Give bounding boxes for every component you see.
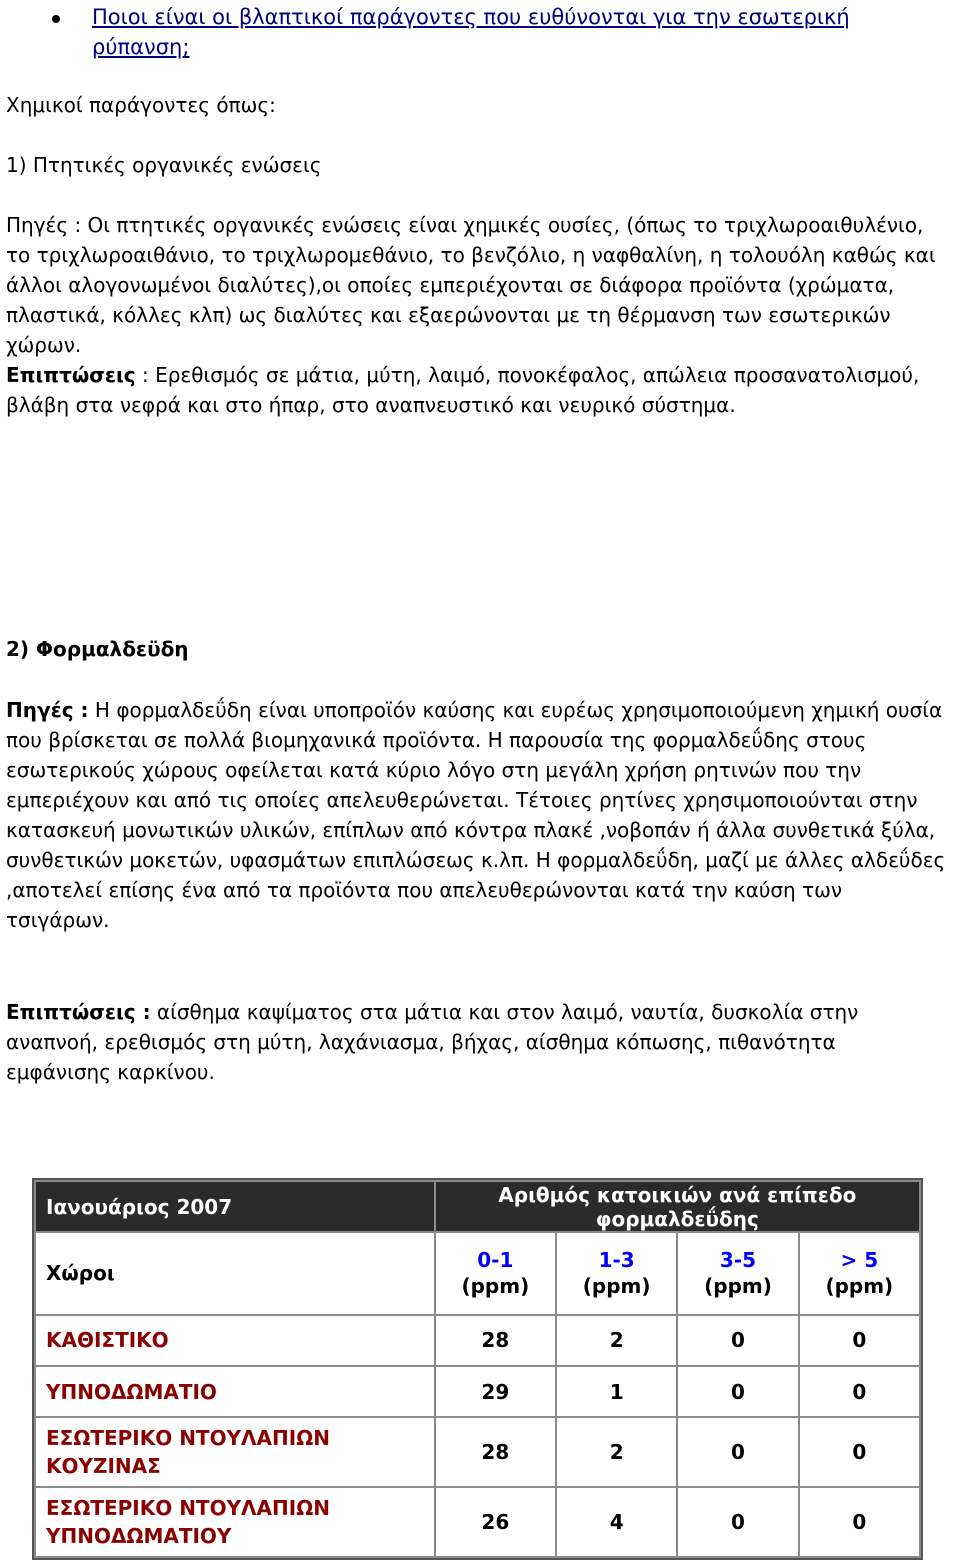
table-value-cell: 0 [678, 1418, 797, 1486]
section1-sources-label: Πηγές : [6, 213, 82, 237]
range-label: 1-3 [598, 1248, 635, 1273]
table-room-cell: ΕΣΩΤΕΡΙΚΟ ΝΤΟΥΛΑΠΙΩΝ ΚΟΥΖΙΝΑΣ [36, 1418, 434, 1486]
range-unit: (ppm) [704, 1274, 772, 1299]
table-room-cell: ΕΣΩΤΕΡΙΚΟ ΝΤΟΥΛΑΠΙΩΝ ΥΠΝΟΔΩΜΑΤΙΟΥ [36, 1488, 434, 1556]
section2-effects-text: αίσθημα καψίματος στα μάτια και στον λαιμό, ναυτία, δυσκολία στην αναπνοή, ερεθισμός στη μύτη, λαχάνιασμα, βήχας, αίσθημα κόπωσης, πιθανότητα εμφάνισης καρκίνου. [6, 1000, 859, 1084]
table-range-row [36, 1233, 919, 1313]
table-value-cell: 28 [436, 1316, 555, 1365]
section2-sources [6, 695, 946, 935]
table-value-cell: 1 [557, 1367, 676, 1416]
table-value-cell: 0 [678, 1316, 797, 1365]
table-range-cell [557, 1233, 676, 1313]
table-value-cell: 0 [800, 1367, 919, 1416]
table-value-cell: 0 [800, 1316, 919, 1365]
range-unit: (ppm) [461, 1274, 530, 1299]
table-rooms-header: Χώροι [36, 1233, 434, 1313]
range-label: > 5 [840, 1248, 879, 1273]
section2-effects [6, 997, 946, 1087]
section2-effects-label: Επιπτώσεις : [6, 1000, 151, 1024]
bullet-icon [52, 15, 60, 23]
table-title-header: Αριθμός κατοικιών ανά επίπεδο φορμαλδεΰδης [436, 1182, 919, 1231]
table-room-cell: ΚΑΘΙΣΤΙΚΟ [36, 1316, 434, 1365]
formaldehyde-table-image [32, 1178, 923, 1560]
table-range-cell [678, 1233, 797, 1313]
section2-title: 2) Φορμαλδεϋδη [6, 637, 189, 661]
range-unit: (ppm) [582, 1274, 651, 1299]
section2-sources-label: Πηγές : [6, 698, 89, 722]
table-range-cell [800, 1233, 919, 1313]
table-row [36, 1316, 919, 1365]
chemical-intro: Χημικοί παράγοντες όπως: [6, 93, 276, 117]
table-value-cell: 2 [557, 1418, 676, 1486]
table-value-cell: 29 [436, 1367, 555, 1416]
range-label: 3-5 [719, 1248, 757, 1273]
table-row [36, 1367, 919, 1416]
section2-sources-text: Η φορμαλδεΰδη είναι υποπροϊόν καύσης και ευρέως χρησιμοποιούμενη χημική ουσία που βρίσκεται σε πολλά βιομηχανικά προϊόντα. Η παρουσία της φορμαλδεΰδης στους εσωτερικούς χώρους οφείλεται κατά κύριο λόγο στη μεγάλη χρήση ρητινών που την εμπεριέχουν και από τις οποίες απελευθερώνεται. Τέτοιες ρητίνες χρησιμοποιούνται στην κατασκευή μονωτικών υλικών, επίπλων από κόντρα πλακέ ,νοβοπάν ή άλλα συνθετικά ξύλα, συνθετικών μοκετών, υφασμάτων επιπλώσεως κ.λπ. Η φορμαλδεΰδη, μαζί με άλλες αλδεΰδες ,αποτελεί επίσης ένα από τα προϊόντα που απελευθερώνονται κατά την καύση των τσιγάρων. [6, 698, 946, 932]
section1-body [6, 210, 946, 420]
table-row [36, 1488, 919, 1556]
table-value-cell: 0 [678, 1488, 797, 1556]
section1-effects-label: Επιπτώσεις [6, 363, 136, 387]
table-value-cell: 26 [436, 1488, 555, 1556]
table-row [36, 1418, 919, 1486]
table-value-cell: 0 [800, 1488, 919, 1556]
section1-sources-text: Οι πτητικές οργανικές ενώσεις είναι χημικές ουσίες, (όπως το τριχλωροαιθυλένιο, το τριχλωροαιθάνιο, το τριχλωρομεθάνιο, το βενζόλιο, η ναφθαλίνη, η τολουόλη καθώς και άλλοι αλογονωμένοι διαλύτες),οι οποίες εμπεριέχονται σε διάφορα προϊόντα (χρώματα, πλαστικά, κόλλες κλπ) ως διαλύτες και εξαερώνονται με τη θέρμανση των εσωτερικών χώρων. [6, 213, 936, 357]
range-label: 0-1 [477, 1248, 514, 1273]
table-value-cell: 4 [557, 1488, 676, 1556]
table-value-cell: 28 [436, 1418, 555, 1486]
table-value-cell: 2 [557, 1316, 676, 1365]
table-date-header: Ιανουάριος 2007 [36, 1182, 434, 1231]
section1-effects-text: : Ερεθισμός σε μάτια, μύτη, λαιμό, πονοκέφαλος, απώλεια προσανατολισμού, βλάβη στα νεφρά και στο ήπαρ, στο αναπνευστικό και νευρικό σύστημα. [6, 363, 920, 417]
section1-title: 1) Πτητικές οργανικές ενώσεις [6, 153, 322, 177]
range-unit: (ppm) [825, 1274, 894, 1299]
table-value-cell: 0 [678, 1367, 797, 1416]
table-room-cell: ΥΠΝΟΔΩΜΑΤΙΟ [36, 1367, 434, 1416]
table-value-cell: 0 [800, 1418, 919, 1486]
formaldehyde-table [34, 1180, 921, 1558]
table-range-cell [436, 1233, 555, 1313]
heading-link[interactable]: Ποιοι είναι οι βλαπτικοί παράγοντες που ευθύνονται για την εσωτερική ρύπανση; [92, 5, 850, 59]
